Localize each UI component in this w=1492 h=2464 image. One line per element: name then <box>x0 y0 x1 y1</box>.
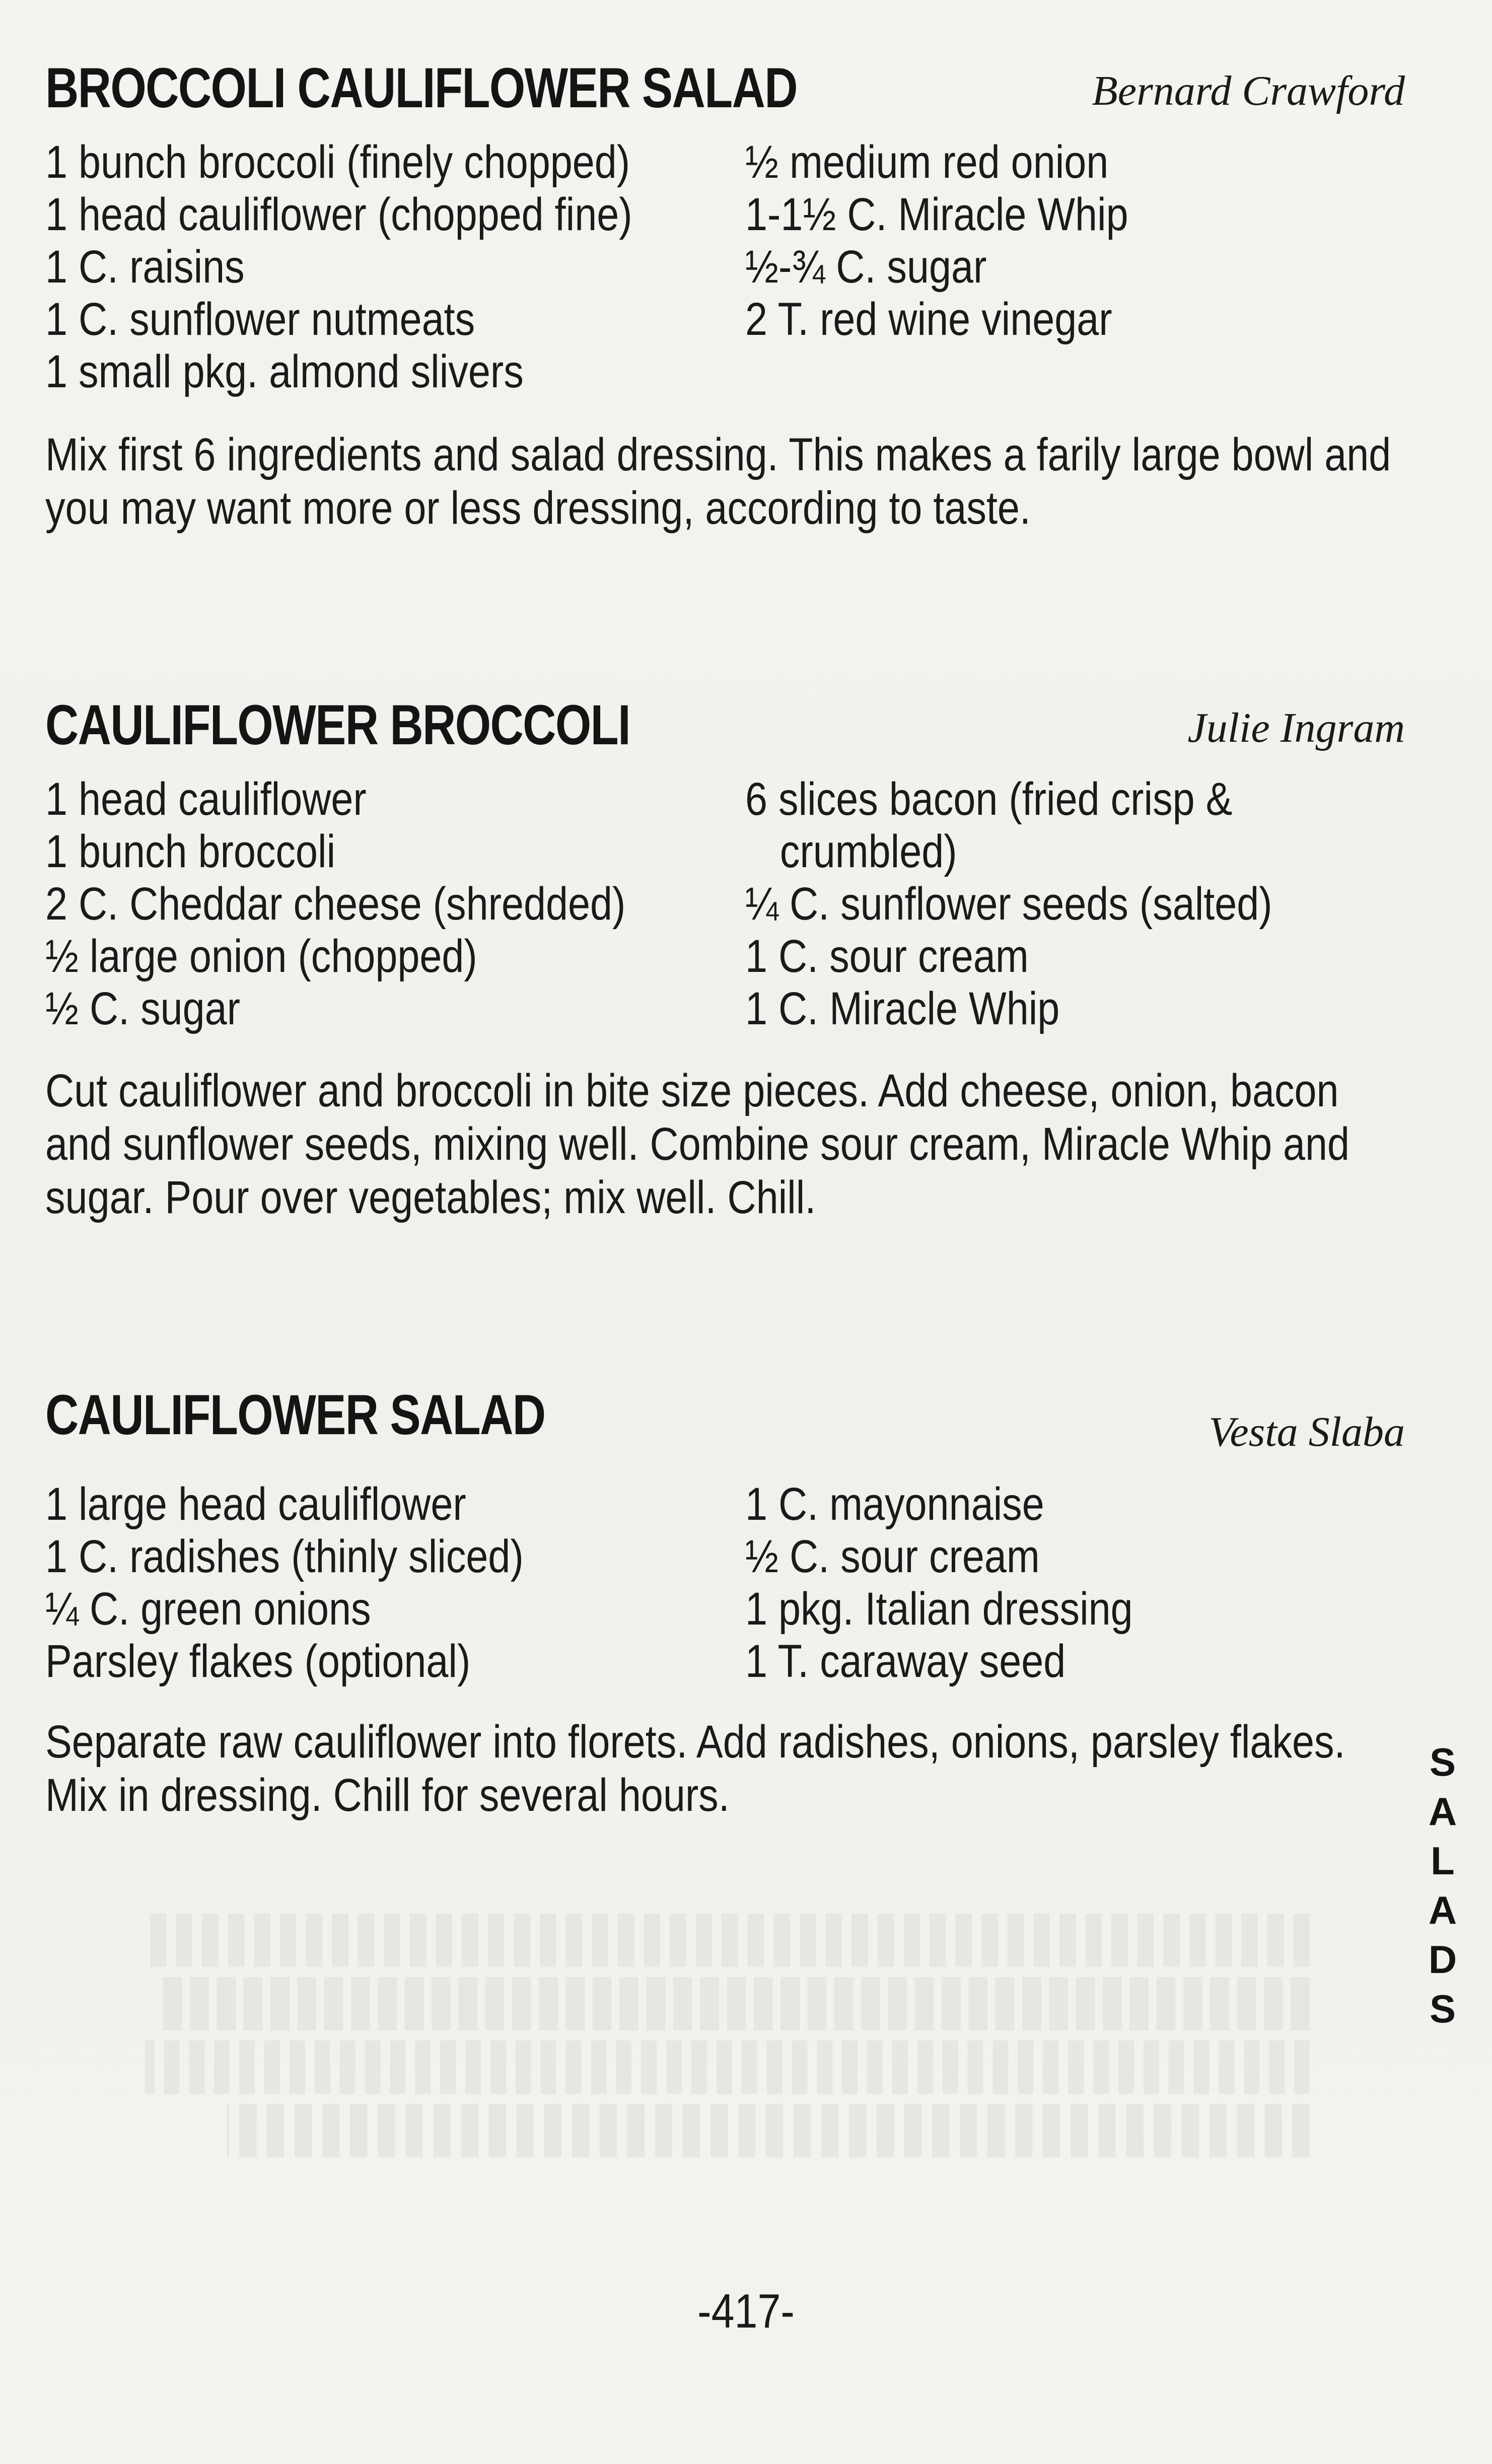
ingredient: 2 T. red wine vinegar <box>745 294 1112 345</box>
ingredient: 1 pkg. Italian dressing <box>745 1583 1133 1635</box>
ingredient: ½ medium red onion <box>745 136 1109 188</box>
recipe-title: CAULIFLOWER BROCCOLI <box>45 693 630 756</box>
ingredient-column-right <box>745 1478 1405 1687</box>
recipe-author: Vesta Slaba <box>1209 1409 1405 1455</box>
ingredient: 1 large head cauliflower <box>45 1479 466 1530</box>
ingredient: 1 T. caraway seed <box>745 1636 1066 1687</box>
ingredient-column-left <box>45 1478 745 1687</box>
ingredient-column-left <box>45 136 745 398</box>
section-tab-salads <box>1420 1737 1465 2033</box>
recipe-broccoli-cauliflower-salad <box>45 55 1405 535</box>
recipe-directions: Mix first 6 ingredients and salad dressing. This makes a farily large bowl and you may want more or less dressing, according to taste. <box>45 429 1391 534</box>
ingredient-column-right <box>745 773 1405 1035</box>
ingredient: ¼ C. green onions <box>45 1583 371 1635</box>
ingredient: 1 C. mayonnaise <box>745 1479 1044 1530</box>
ingredient: ½ C. sugar <box>45 983 240 1034</box>
ingredient: 1 bunch broccoli <box>45 826 336 877</box>
ingredient: 1 bunch broccoli (finely chopped) <box>45 136 630 188</box>
section-tab-letter: S <box>1429 1740 1456 1784</box>
recipe-title-row <box>45 1382 1405 1453</box>
section-tab-letter: D <box>1428 1937 1457 1982</box>
ingredient: ¼ C. sunflower seeds (salted) <box>745 878 1272 930</box>
ingredient-continuation: crumbled) <box>779 826 957 877</box>
ingredient: 2 C. Cheddar cheese (shredded) <box>45 878 626 930</box>
section-tab-letter: L <box>1431 1839 1455 1883</box>
ingredient: 1 C. Miracle Whip <box>745 983 1060 1034</box>
recipe-directions: Separate raw cauliflower into florets. Add radishes, onions, parsley flakes. Mix in dressing. Chill for several hours. <box>45 1716 1345 1821</box>
ingredient: 1 small pkg. almond slivers <box>45 346 524 397</box>
section-tab-letter: S <box>1429 1987 1456 2031</box>
section-tab-letter: A <box>1428 1789 1457 1834</box>
recipe-title-row <box>45 55 1405 126</box>
ingredient-list <box>45 136 1405 398</box>
ingredient: ½-¾ C. sugar <box>745 241 987 293</box>
recipe-title-row <box>45 692 1405 763</box>
ingredient: 1-1½ C. Miracle Whip <box>745 189 1128 240</box>
section-tab-letter: A <box>1428 1888 1457 1932</box>
recipe-directions: Cut cauliflower and broccoli in bite size pieces. Add cheese, onion, bacon and sunflower seeds, mixing well. Combine sour cream, Miracle Whip and sugar. Pour over vegetables; mix well. Chill. <box>45 1065 1350 1223</box>
ingredient: 6 slices bacon (fried crisp & <box>745 773 1233 825</box>
recipe-author: Julie Ingram <box>1187 705 1405 751</box>
ingredient: 1 C. sunflower nutmeats <box>45 294 475 345</box>
ingredient: Parsley flakes (optional) <box>45 1636 471 1687</box>
recipe-title: CAULIFLOWER SALAD <box>45 1383 545 1446</box>
ingredient-column-left <box>45 773 745 1035</box>
ingredient: 1 head cauliflower (chopped fine) <box>45 189 632 240</box>
bleed-through-texture <box>140 1904 1310 2165</box>
ingredient-list <box>45 773 1405 1035</box>
ingredient: 1 head cauliflower <box>45 773 367 825</box>
ingredient: 1 C. radishes (thinly sliced) <box>45 1531 524 1582</box>
recipe-author: Bernard Crawford <box>1092 67 1405 114</box>
ingredient: ½ large onion (chopped) <box>45 931 477 982</box>
ingredient: ½ C. sour cream <box>745 1531 1040 1582</box>
ingredient-list <box>45 1478 1405 1687</box>
ingredient: 1 C. raisins <box>45 241 245 293</box>
recipe-title: BROCCOLI CAULIFLOWER SALAD <box>45 56 797 119</box>
ingredient: 1 C. sour cream <box>745 931 1029 982</box>
page-number: -417- <box>697 2284 795 2338</box>
recipe-cauliflower-broccoli <box>45 692 1405 1224</box>
ingredient-column-right <box>745 136 1405 398</box>
recipe-cauliflower-salad <box>45 1382 1405 1822</box>
